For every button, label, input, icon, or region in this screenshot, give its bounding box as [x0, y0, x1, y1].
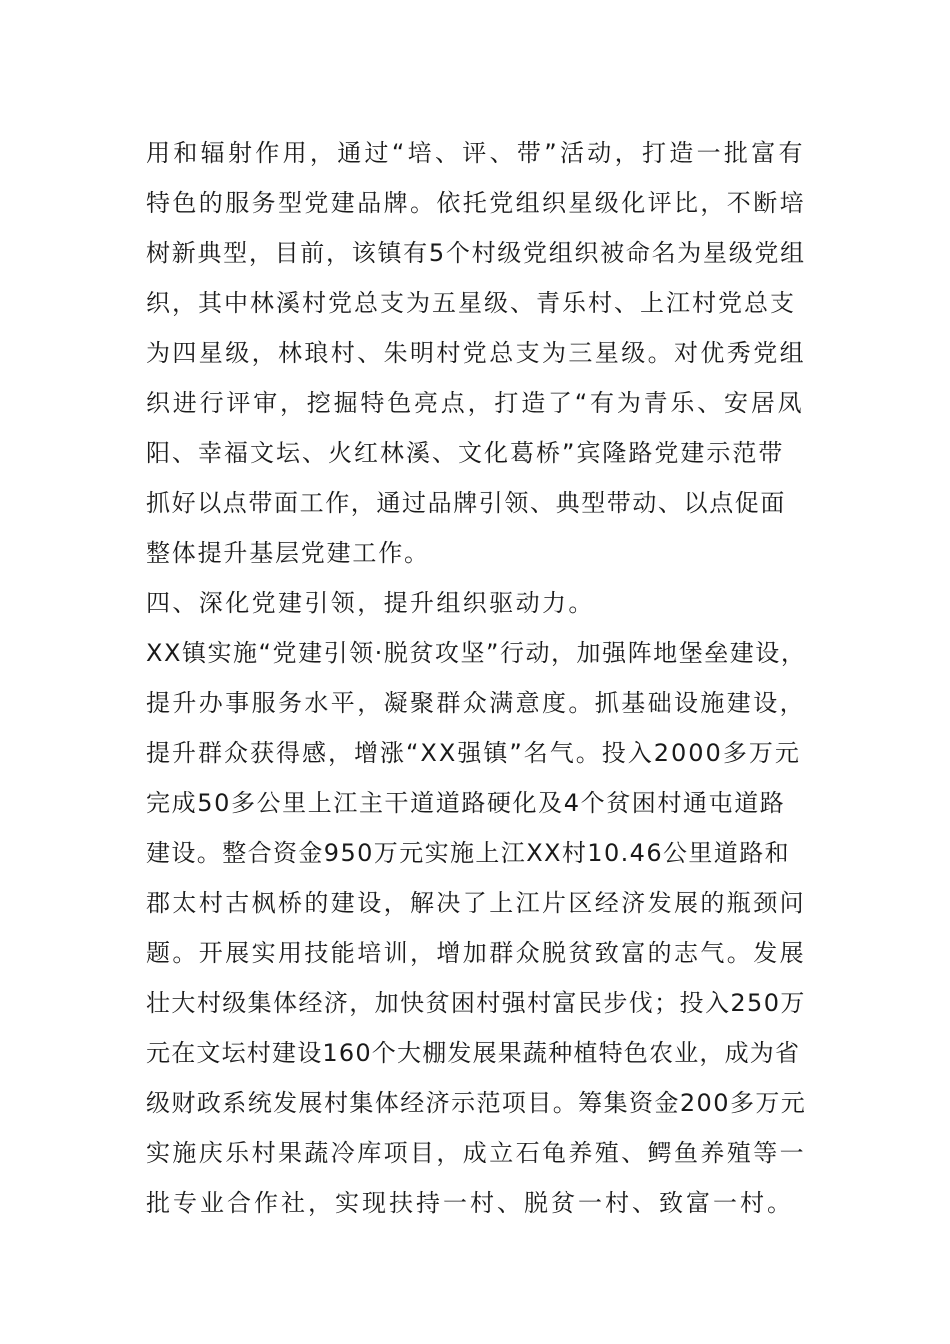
body-text-line: 批专业合作社，实现扶持一村、脱贫一村、致富一村。	[146, 1189, 794, 1217]
body-text-line: XX镇实施“党建引领·脱贫攻坚”行动，加强阵地堡垒建设，	[146, 639, 807, 667]
body-text-line: 织进行评审，挖掘特色亮点，打造了“有为青乐、安居凤	[146, 389, 805, 417]
body-text-line: 抓好以点带面工作，通过品牌引领、典型带动、以点促面	[146, 489, 786, 517]
body-text-line: 实施庆乐村果蔬冷库项目，成立石龟养殖、鳄鱼养殖等一	[146, 1139, 806, 1167]
body-text-line: 织，其中林溪村党总支为五星级、青乐村、上江村党总支	[146, 289, 796, 317]
body-text-line: 提升办事服务水平，凝聚群众满意度。抓基础设施建设，	[146, 689, 806, 717]
body-text-line: 特色的服务型党建品牌。依托党组织星级化评比，不断培	[146, 189, 806, 217]
body-text-line: 完成50多公里上江主干道道路硬化及4个贫困村通屯道路	[146, 789, 786, 817]
body-text-line: 级财政系统发展村集体经济示范项目。筹集资金200多万元	[146, 1089, 807, 1117]
body-text-line: 为四星级，林琅村、朱明村党总支为三星级。对优秀党组	[146, 339, 806, 367]
body-text-line: 整体提升基层党建工作。	[146, 539, 430, 567]
body-text-line: 题。开展实用技能培训，增加群众脱贫致富的志气。发展	[146, 939, 806, 967]
body-text-line: 郡太村古枫桥的建设，解决了上江片区经济发展的瓶颈问	[146, 889, 806, 917]
body-text-line: 用和辐射作用，通过“培、评、带”活动，打造一批富有	[146, 139, 806, 167]
body-text-line: 建设。整合资金950万元实施上江XX村10.46公里道路和	[146, 839, 790, 867]
body-text-line: 提升群众获得感，增涨“XX强镇”名气。投入2000多万元	[146, 739, 801, 767]
body-text-line: 树新典型，目前，该镇有5个村级党组织被命名为星级党组	[146, 239, 806, 267]
body-text-line: 壮大村级集体经济，加快贫困村强村富民步伐；投入250万	[146, 989, 806, 1017]
section-heading: 四、深化党建引领，提升组织驱动力。	[146, 589, 595, 617]
body-text-line: 元在文坛村建设160个大棚发展果蔬种植特色农业，成为省	[146, 1039, 801, 1067]
body-text-line: 阳、幸福文坛、火红林溪、文化葛桥”宾隆路党建示范带	[146, 439, 785, 467]
